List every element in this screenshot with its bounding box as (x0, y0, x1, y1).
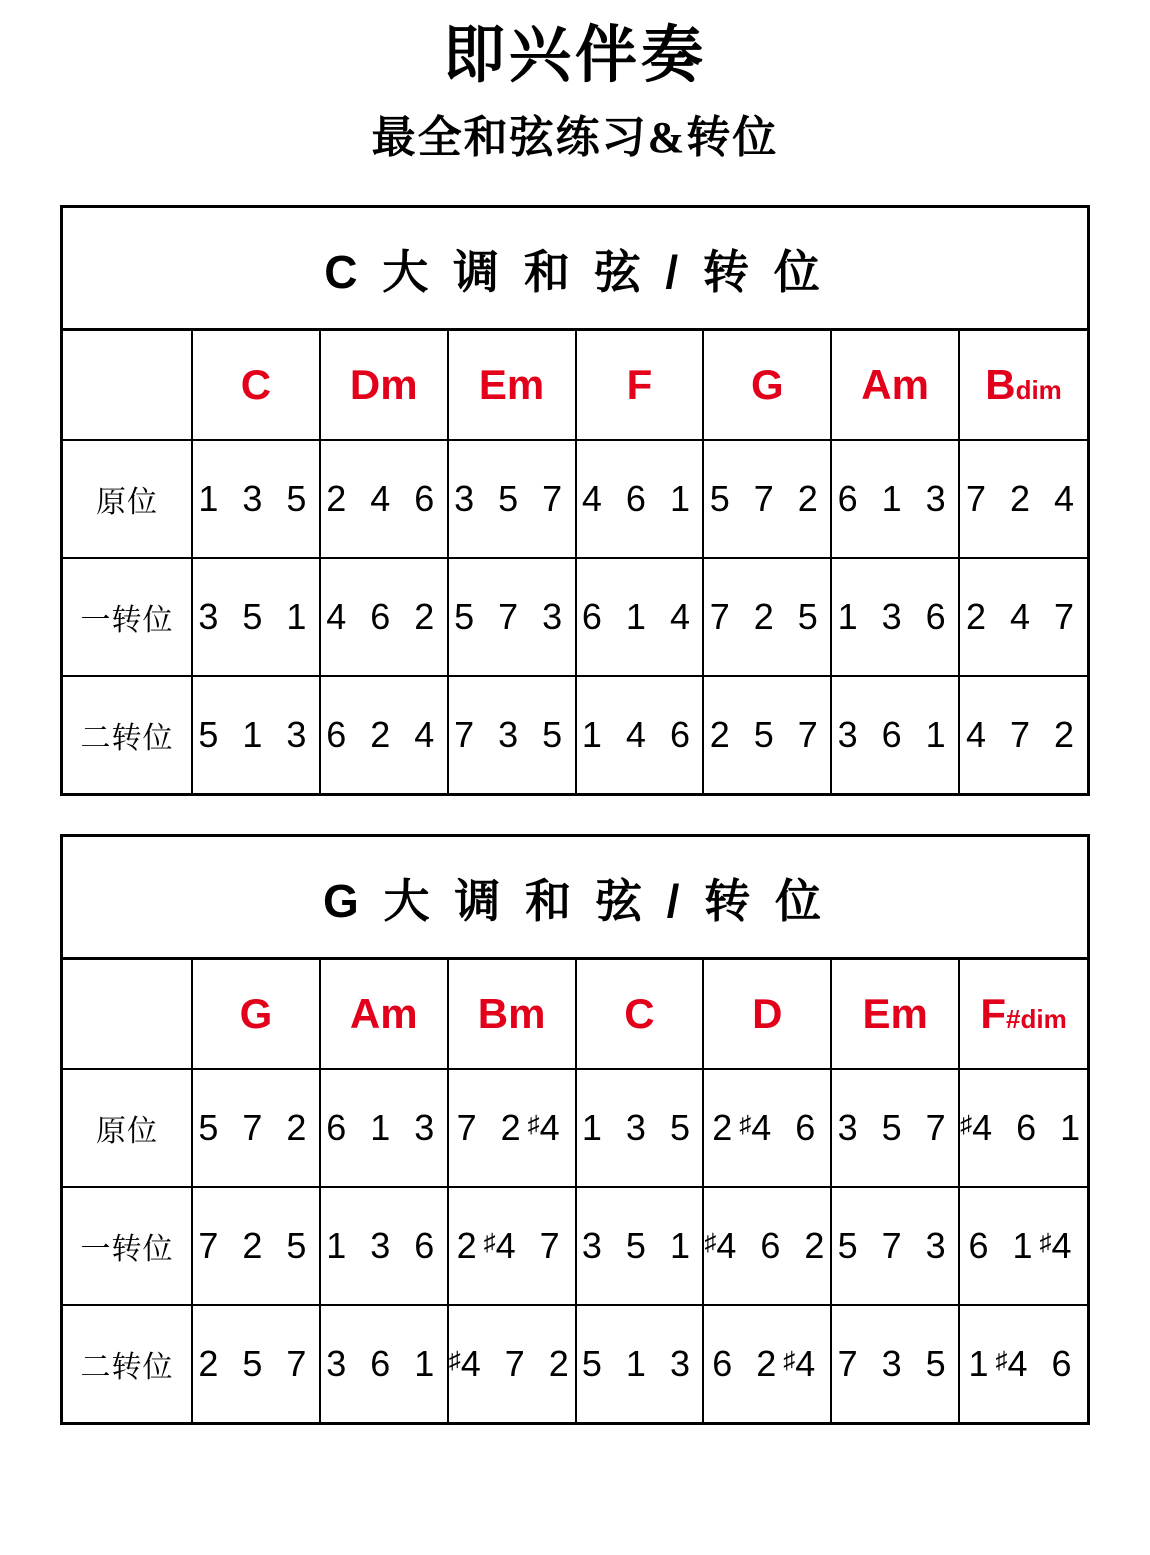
cell-notes: 5 7 3 (448, 558, 576, 676)
cell-notes: 1 3 6 (831, 558, 959, 676)
row-label-root-position: 原位 (63, 440, 192, 558)
chord-name: F (980, 989, 1007, 1037)
page-subtitle: 最全和弦练习&转位 (371, 113, 779, 163)
chord-grid-g-major (63, 960, 1087, 1422)
chord-header-g (192, 960, 320, 1069)
chord-table-c-major (60, 205, 1090, 796)
cell-notes: 5 1 3 (192, 676, 320, 793)
chord-header-row (63, 331, 1087, 440)
block-title-c-major: C 大 调 和 弦 / 转 位 (63, 208, 1087, 331)
cell-notes: 1 3 6 (320, 1187, 448, 1305)
block-title-g-major: G 大 调 和 弦 / 转 位 (63, 837, 1087, 960)
cell-notes: 6 2 4 (320, 676, 448, 793)
chord-header-g (703, 331, 831, 440)
cell-notes: 5 7 2 (703, 440, 831, 558)
chord-name: Am (861, 360, 929, 408)
row-label-first-inversion: 一转位 (63, 1187, 192, 1305)
chord-name: G (750, 360, 784, 408)
cell-notes: 6 1♯4 (959, 1187, 1087, 1305)
cell-notes: 1 3 5 (576, 1069, 704, 1187)
cell-notes: 3 6 1 (831, 676, 959, 793)
row-label-root-position: 原位 (63, 1069, 192, 1187)
cell-notes: 3 5 7 (448, 440, 576, 558)
cell-notes: 2 4 6 (320, 440, 448, 558)
table-row (63, 558, 1087, 676)
chord-header-dm (320, 331, 448, 440)
chord-header-f (576, 331, 704, 440)
chord-name: Dm (349, 360, 418, 408)
chord-header-am (320, 960, 448, 1069)
table-row (63, 1187, 1087, 1305)
page-title: 即兴伴奏 (442, 22, 707, 90)
cell-notes: 6 1 4 (576, 558, 704, 676)
chord-name: Bm (477, 989, 546, 1037)
cell-notes: 5 7 2 (192, 1069, 320, 1187)
cell-notes: 4 7 2 (959, 676, 1087, 793)
cell-notes: 7 2♯4 (448, 1069, 576, 1187)
corner-cell (63, 331, 192, 440)
cell-notes: 3 6 1 (320, 1305, 448, 1422)
chord-table-g-major (60, 834, 1090, 1425)
chord-name: Am (349, 989, 418, 1037)
cell-notes: 3 5 1 (192, 558, 320, 676)
cell-notes: 2♯4 6 (703, 1069, 831, 1187)
cell-notes: 5 1 3 (576, 1305, 704, 1422)
corner-cell (63, 960, 192, 1069)
table-row (63, 1305, 1087, 1422)
chord-name: G (239, 989, 273, 1037)
table-row (63, 1069, 1087, 1187)
cell-notes: 7 2 5 (192, 1187, 320, 1305)
row-label-first-inversion: 一转位 (63, 558, 192, 676)
cell-notes: 1♯4 6 (959, 1305, 1087, 1422)
table-row (63, 676, 1087, 793)
chord-header-am (831, 331, 959, 440)
chord-name: F (626, 360, 653, 408)
chord-name: Em (862, 989, 928, 1037)
cell-notes: 1 3 5 (192, 440, 320, 558)
cell-notes: 6 1 3 (831, 440, 959, 558)
chord-grid-c-major (63, 331, 1087, 793)
cell-notes: ♯4 6 2 (703, 1187, 831, 1305)
row-label-second-inversion: 二转位 (63, 1305, 192, 1422)
chord-header-em (831, 960, 959, 1069)
chord-name: C (624, 989, 655, 1037)
chord-header-bm (448, 960, 576, 1069)
chord-name: D (752, 989, 783, 1037)
cell-notes: 3 5 7 (831, 1069, 959, 1187)
cell-notes: 6 1 3 (320, 1069, 448, 1187)
cell-notes: 2 4 7 (959, 558, 1087, 676)
cell-notes: 7 2 5 (703, 558, 831, 676)
chord-header-row (63, 960, 1087, 1069)
sheet-page (0, 22, 1150, 1555)
chord-name: B (985, 360, 1016, 408)
chord-header-em (448, 331, 576, 440)
cell-notes: 7 3 5 (831, 1305, 959, 1422)
cell-notes: 4 6 2 (320, 558, 448, 676)
chord-quality: dim (1015, 374, 1062, 405)
cell-notes: 3 5 1 (576, 1187, 704, 1305)
cell-notes: 1 4 6 (576, 676, 704, 793)
cell-notes: 2 5 7 (703, 676, 831, 793)
cell-notes: 7 2 4 (959, 440, 1087, 558)
chord-header-c (192, 331, 320, 440)
cell-notes: 2♯4 7 (448, 1187, 576, 1305)
chord-header-d (703, 960, 831, 1069)
chord-header-c (576, 960, 704, 1069)
row-label-second-inversion: 二转位 (63, 676, 192, 793)
chord-header-bdim (959, 331, 1087, 440)
cell-notes: 6 2♯4 (703, 1305, 831, 1422)
table-row (63, 440, 1087, 558)
chord-name: C (240, 360, 272, 408)
cell-notes: 7 3 5 (448, 676, 576, 793)
cell-notes: 4 6 1 (576, 440, 704, 558)
chord-header-fsharpdim (959, 960, 1087, 1069)
chord-quality: #dim (1006, 1003, 1067, 1034)
cell-notes: 2 5 7 (192, 1305, 320, 1422)
chord-name: Em (478, 360, 545, 408)
cell-notes: ♯4 6 1 (959, 1069, 1087, 1187)
cell-notes: ♯4 7 2 (448, 1305, 576, 1422)
cell-notes: 5 7 3 (831, 1187, 959, 1305)
